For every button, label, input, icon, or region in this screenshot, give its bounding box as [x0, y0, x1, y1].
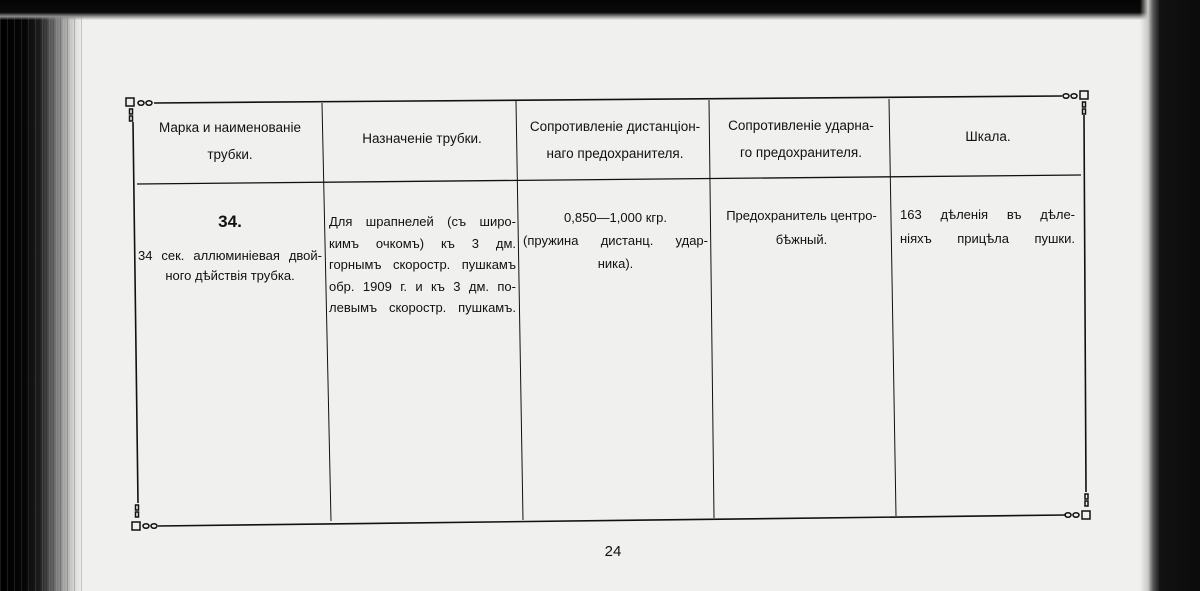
cell-text-line: нiяхъ прицѣла пушки.	[900, 231, 1075, 246]
cell-text-line: кимъ очкомъ) къ 3 дм.	[329, 235, 516, 251]
cell-text-line: ника).	[597, 256, 634, 271]
table-border-right	[1084, 115, 1086, 492]
cell-text-line: 163 дѣленiя въ дѣле-	[900, 207, 1075, 222]
corner-ornament-bottom-right	[1065, 494, 1090, 519]
fuse-number: 34.	[218, 212, 242, 231]
corner-ornament-top-right	[1063, 91, 1088, 114]
cell-text-line: 0,850—1,000 кгр.	[564, 210, 667, 225]
cell-text-line: 34 сек. аллюминiевая двой-	[138, 248, 322, 263]
table-border-left	[133, 122, 138, 503]
row-cell-time-safety-resistance	[523, 206, 708, 275]
header-text-line: Шкала.	[965, 129, 1011, 144]
cell-text-line: обр. 1909 г. и къ 3 дм. по-	[329, 278, 516, 294]
column-divider-4	[889, 99, 896, 516]
header-cell-time-safety-resistance	[520, 113, 710, 167]
row-cell-scale	[900, 203, 1075, 251]
cell-text-line: ного дѣйствiя трубка.	[165, 267, 295, 283]
row-cell-mark-and-name	[138, 210, 322, 285]
header-separator	[137, 175, 1081, 184]
cell-text-line: Для шрапнелей (съ широ-	[329, 214, 516, 229]
header-text-line: го предохранителя.	[740, 145, 862, 160]
cell-text-line: бѣжный.	[775, 232, 828, 247]
header-text-line: Марка и наименованiе	[159, 120, 301, 135]
row-cell-purpose	[329, 211, 516, 319]
cell-text-line: левымъ скоростр. пушкамъ.	[329, 300, 516, 315]
header-text-line: Назначенiе трубки.	[362, 131, 482, 146]
page-number: 24	[604, 543, 622, 560]
cell-text-line: Предохранитель центро-	[726, 208, 877, 223]
table-border-bottom	[158, 515, 1066, 526]
row-cell-impact-safety-resistance	[714, 204, 889, 252]
corner-ornament-bottom-left	[132, 505, 157, 530]
table-border-top	[154, 96, 1062, 103]
cell-text-line: (пружина дистанц. удар-	[523, 233, 708, 248]
header-text-line: трубки.	[207, 147, 253, 162]
header-cell-scale	[896, 123, 1080, 150]
header-text-line: Сопротивленiе дистанцiон-	[529, 119, 701, 134]
header-cell-impact-safety-resistance	[713, 112, 889, 166]
header-text-line: Сопротивленiе ударна-	[728, 118, 874, 133]
cell-text-line: горнымъ скоростр. пушкамъ	[329, 257, 516, 272]
header-cell-purpose	[329, 125, 515, 152]
header-cell-mark-and-name	[139, 114, 321, 168]
header-text-line: наго предохранителя.	[546, 146, 684, 161]
